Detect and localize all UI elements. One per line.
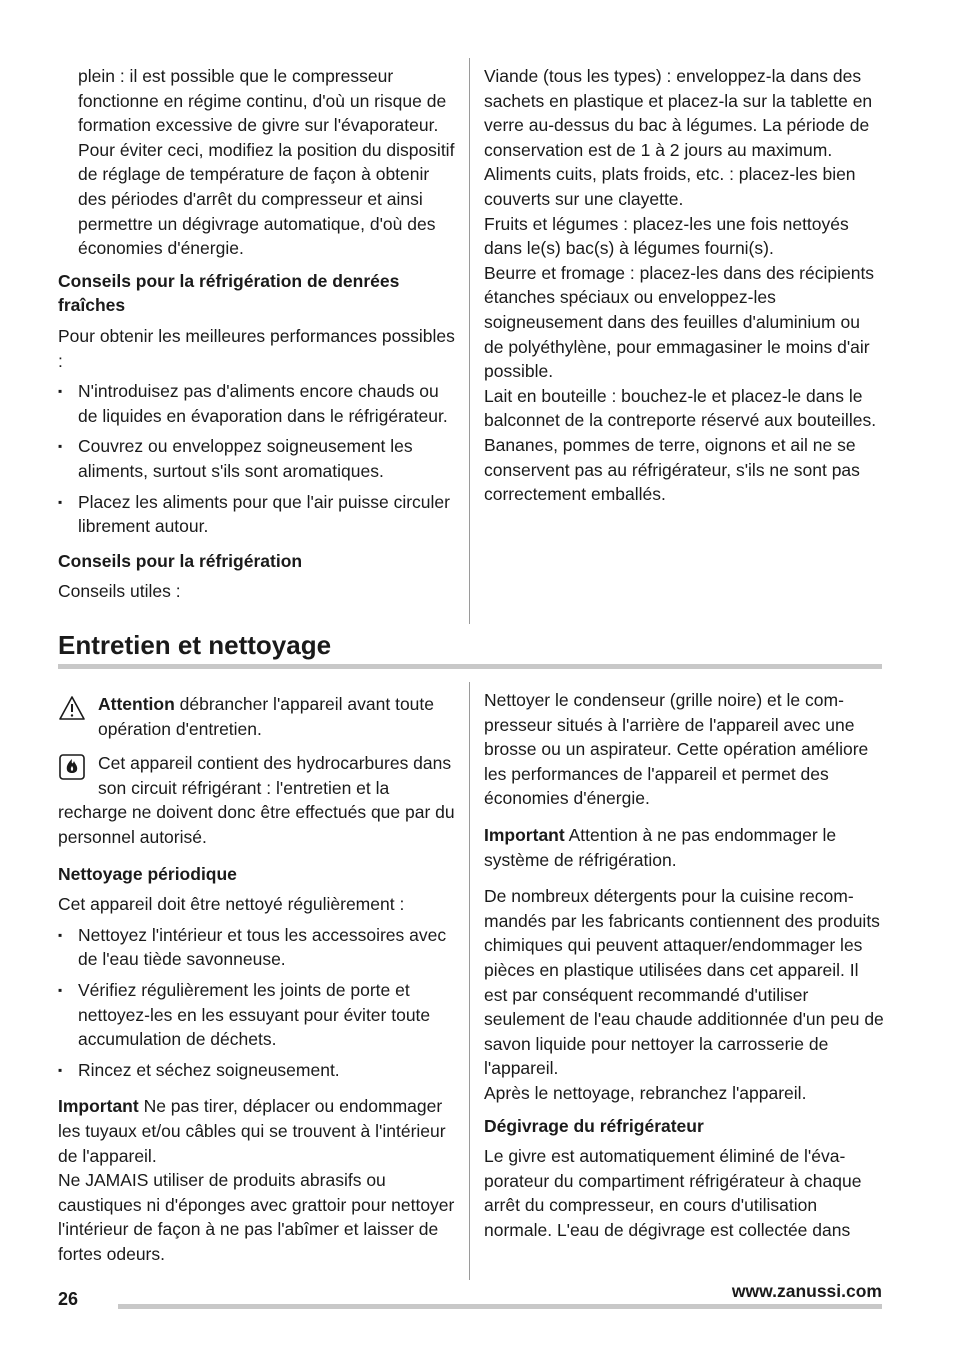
heading-refrigeration: Conseils pour la réfrigération xyxy=(58,550,303,571)
list-item: ▪ Vérifiez régulièrement les joints de porte et nettoyez-les en les essuyant pour éviter toute accumulation de déchets. xyxy=(58,978,456,1052)
bottom-right-column xyxy=(484,688,884,1242)
flame-hydrocarbon-icon xyxy=(58,753,86,781)
heading-fresh-food: Conseils pour la réfrigération de denrées fraîches xyxy=(58,270,400,316)
list-item: ▪ Couvrez ou enveloppez soigneusement les aliments, surtout s'ils sont aromatiques. xyxy=(58,434,456,483)
section-title: Entretien et nettoyage xyxy=(58,630,332,660)
important-text: Ne pas tirer, déplacer ou endommager les tuyaux et/ou câbles qui se trouvent à l'intérieur de l'appareil. xyxy=(58,1096,446,1166)
important-notice xyxy=(58,1094,456,1168)
list-item: ▪ Rincez et séchez soigneusement. xyxy=(58,1058,456,1083)
detergents-paragraph: De nombreux détergents pour la cuisine recommandés par les fabricants contiennent des produits chimiques qui peuvent attaquer/endommager les pièces en plastique utilisées dans cet appareil. Il est par conséquent recommandé d'utiliser seulement de l'eau chaude additionnée d'un peu de savon liquide pour nettoyer la carrosserie de l'appareil. xyxy=(484,886,884,1079)
continued-paragraph: plein : il est possible que le compresseur fonctionne en régime continu, d'où un risque de formation excessive de givre sur l'évaporateur. Pour éviter ceci, modifiez la position du dispositif de réglage de température de façon à obtenir des périodes d'arrêt du compresseur et ainsi permettre un dégivrage automatique, d'où des économies d'énergie. xyxy=(78,66,455,259)
defrost-paragraph: Le givre est automatiquement éliminé de l'évaporateur du compartiment réfrigérateur à chaque arrêt du compresseur, en cours d'utilisation normale. L'eau de dégivrage est collectée dans xyxy=(484,1146,862,1240)
useful-tips: Conseils utiles : xyxy=(58,581,181,602)
storage-cooked: Aliments cuits, plats froids, etc. : placez-les bien couverts sur une clayette. xyxy=(484,164,856,209)
important-label: Important xyxy=(484,824,565,845)
heading-defrost: Dégivrage du réfrigérateur xyxy=(484,1115,704,1136)
column-divider-bottom xyxy=(469,682,470,1280)
column-divider-top xyxy=(469,58,470,624)
storage-butter: Beurre et fromage : placez-les dans des récipients étanches spéciaux ou enveloppez-les soigneusement dans des feuilles d'aluminium ou de polyéthylène, pour emmagasiner le moins d'air possible. xyxy=(484,262,875,382)
storage-bananas: Bananes, pommes de terre, oignons et ail ne se conservent pas au réfrigérateur, s'ils ne sont pas correctement emballés. xyxy=(484,434,860,505)
list-item: ▪ N'introduisez pas d'aliments encore chauds ou de liquides en évaporation dans le réfrigérateur. xyxy=(58,379,456,428)
important-notice-right xyxy=(484,823,884,872)
top-right-column xyxy=(484,64,882,507)
warning-triangle-icon xyxy=(58,694,86,722)
website-link[interactable]: www.zanussi.com xyxy=(731,1281,882,1301)
list-item: ▪ Placez les aliments pour que l'air puisse circuler librement autour. xyxy=(58,490,456,539)
attention-text: débrancher l'appareil avant toute opération d'entretien. xyxy=(98,694,435,739)
page-number: 26 xyxy=(58,1289,79,1309)
attention-label: Attention xyxy=(98,694,175,714)
important-text: Attention à ne pas endommager le système de réfrigération. xyxy=(484,824,837,870)
hydrocarbon-text: Cet appareil contient des hydrocarbures dans son circuit réfrigérant : l'entretien et la recharge ne doivent donc être effectués que par du personnel autorisé. xyxy=(58,753,455,847)
section-divider xyxy=(58,664,882,669)
condenser-paragraph: Nettoyer le condenseur (grille noire) et le compresseur situés à l'arrière de l'appareil avec une brosse ou un aspirateur. Cette opération améliore les performances de l'appareil et permet des économies d'énergie. xyxy=(484,690,869,809)
attention-notice xyxy=(58,692,456,741)
bottom-left-column xyxy=(58,692,456,1266)
top-left-column xyxy=(58,64,456,604)
hydrocarbon-notice xyxy=(58,751,456,849)
storage-milk: Lait en bouteille : bouchez-le et placez-le dans le balconnet de la contreporte réservé aux bouteilles. xyxy=(484,385,877,431)
storage-meat: Viande (tous les types) : enveloppez-la dans des sachets en plastique et placez-la sur la tablette en verre au-dessus du bac à légumes. La période de conservation est de 1 à 2 jours au maximum. xyxy=(484,66,873,160)
cleaning-intro: Cet appareil doit être nettoyé régulièrement : xyxy=(58,894,405,915)
jamais-warning: Ne JAMAIS utiliser de produits abrasifs ou caustiques ni d'éponges avec grattoir pour nettoyer l'intérieur de façon à ne pas l'abîmer et laisser de fortes odeurs. xyxy=(58,1170,455,1264)
footer-divider xyxy=(118,1304,882,1309)
after-cleaning: Après le nettoyage, rebranchez l'appareil. xyxy=(484,1082,807,1103)
storage-fruits: Fruits et légumes : placez-les une fois nettoyés dans le(s) bac(s) à légumes fourni(s). xyxy=(484,213,849,259)
intro-paragraph: Pour obtenir les meilleures performances possibles : xyxy=(58,325,455,371)
list-item: ▪ Nettoyez l'intérieur et tous les accessoires avec de l'eau tiède savonneuse. xyxy=(58,923,456,972)
heading-periodic-cleaning: Nettoyage périodique xyxy=(58,863,237,884)
important-label: Important xyxy=(58,1096,139,1117)
